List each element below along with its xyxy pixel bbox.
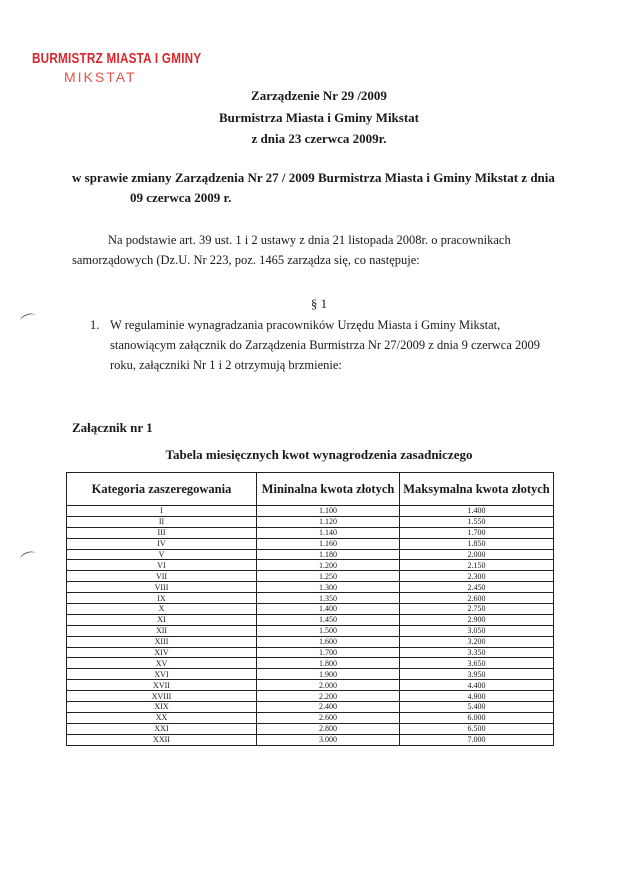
cell-max-amount: 1.700 [400,527,554,538]
cell-max-amount: 3.200 [400,636,554,647]
cell-max-amount: 3.650 [400,658,554,669]
table-row [67,560,554,571]
cell-min-amount: 1.250 [257,571,400,582]
cell-min-amount: 1.100 [257,506,400,517]
cell-category: XXII [67,734,257,745]
cell-category: XXI [67,723,257,734]
cell-category: XVIII [67,691,257,702]
cell-min-amount: 2.200 [257,691,400,702]
cell-min-amount: 1.120 [257,516,400,527]
cell-category: XX [67,712,257,723]
cell-category: XIV [67,647,257,658]
cell-min-amount: 2.000 [257,680,400,691]
cell-min-amount: 1.700 [257,647,400,658]
item-line-3: roku, załączniki Nr 1 i 2 otrzymują brzmienie: [110,358,342,372]
cell-category: III [67,527,257,538]
legal-basis-line-1: Na podstawie art. 39 ust. 1 i 2 ustawy z dnia 21 listopada 2008r. o pracownikach [108,233,511,247]
cell-max-amount: 2.900 [400,614,554,625]
cell-category: VI [67,560,257,571]
cell-category: XI [67,614,257,625]
table-header-row [67,473,554,506]
cell-min-amount: 1.800 [257,658,400,669]
cell-min-amount: 1.160 [257,538,400,549]
cell-max-amount: 2.450 [400,582,554,593]
cell-max-amount: 2.600 [400,593,554,604]
cell-max-amount: 3.050 [400,625,554,636]
cell-category: II [67,516,257,527]
legal-basis-line-2: samorządowych (Dz.U. Nr 223, poz. 1465 zarządza się, co następuje: [72,253,420,267]
cell-category: XVII [67,680,257,691]
cell-min-amount: 1.200 [257,560,400,571]
subject-line-2: 09 czerwca 2009 r. [130,190,232,205]
section-symbol: § 1 [310,296,328,311]
table-row [67,571,554,582]
cell-max-amount: 1.850 [400,538,554,549]
cell-min-amount: 2.800 [257,723,400,734]
header-category: Kategoria zaszeregowania [67,473,257,506]
cell-min-amount: 1.500 [257,625,400,636]
cell-max-amount: 4.400 [400,680,554,691]
cell-max-amount: 1.550 [400,516,554,527]
header-max-amount: Maksymalna kwota złotych [400,473,554,506]
cell-category: X [67,604,257,615]
item-number: 1. [90,318,100,332]
table-row [67,604,554,615]
header-min-amount: Mininalna kwota złotych [257,473,400,506]
cell-min-amount: 1.600 [257,636,400,647]
table-row [67,669,554,680]
table-row [67,506,554,517]
cell-max-amount: 4.900 [400,691,554,702]
table-row [67,691,554,702]
table-row [67,636,554,647]
cell-category: XIII [67,636,257,647]
cell-category: IV [67,538,257,549]
table-row [67,680,554,691]
cell-category: XVI [67,669,257,680]
cell-max-amount: 2.150 [400,560,554,571]
table-row [67,538,554,549]
cell-max-amount: 3.350 [400,647,554,658]
table-row [67,702,554,713]
document-authority: Burmistrza Miasta i Gminy Mikstat [218,110,420,125]
table-row [67,658,554,669]
document-date: z dnia 23 czerwca 2009r. [251,131,387,146]
cell-min-amount: 1.180 [257,549,400,560]
table-title: Tabela miesięcznych kwot wynagrodzenia zasadniczego [165,447,473,462]
punch-hole-mark [19,312,37,326]
cell-min-amount: 2.600 [257,712,400,723]
table-row [67,647,554,658]
cell-min-amount: 1.350 [257,593,400,604]
cell-min-amount: 1.300 [257,582,400,593]
item-line-1: W regulaminie wynagradzania pracowników Urzędu Miasta i Gminy Mikstat, [110,318,501,332]
cell-min-amount: 3.000 [257,734,400,745]
table-row [67,549,554,560]
cell-max-amount: 3.950 [400,669,554,680]
cell-max-amount: 6.000 [400,712,554,723]
stamp-town: MIKSTAT [64,69,137,85]
cell-min-amount: 1.400 [257,604,400,615]
table-row [67,625,554,636]
table-row [67,593,554,604]
cell-min-amount: 1.900 [257,669,400,680]
cell-max-amount: 5.400 [400,702,554,713]
cell-category: VII [67,571,257,582]
cell-category: XII [67,625,257,636]
cell-category: VIII [67,582,257,593]
table-row [67,516,554,527]
table-row [67,527,554,538]
cell-category: XV [67,658,257,669]
cell-category: V [67,549,257,560]
subject-line-1: w sprawie zmiany Zarządzenia Nr 27 / 2009 Burmistrza Miasta i Gminy Mikstat z dnia [72,170,555,185]
cell-max-amount: 2.750 [400,604,554,615]
cell-max-amount: 7.000 [400,734,554,745]
cell-max-amount: 2.000 [400,549,554,560]
table-row [67,723,554,734]
annex-label: Załącznik nr 1 [72,420,153,435]
cell-category: IX [67,593,257,604]
cell-min-amount: 2.400 [257,702,400,713]
cell-min-amount: 1.450 [257,614,400,625]
table-row [67,582,554,593]
table-row [67,614,554,625]
official-stamp [32,50,249,85]
cell-max-amount: 6.500 [400,723,554,734]
cell-max-amount: 2.300 [400,571,554,582]
cell-min-amount: 1.140 [257,527,400,538]
punch-hole-mark [19,550,37,564]
item-line-2: stanowiącym załącznik do Zarządzenia Burmistrza Nr 27/2009 z dnia 9 czerwca 2009 [110,338,541,352]
cell-category: XIX [67,702,257,713]
stamp-authority: BURMISTRZ MIASTA I GMINY [32,50,202,67]
table-row [67,734,554,745]
cell-category: I [67,506,257,517]
cell-max-amount: 1.400 [400,506,554,517]
table-row [67,712,554,723]
document-title: Zarządzenie Nr 29 /2009 [251,88,387,103]
salary-table [66,472,554,746]
